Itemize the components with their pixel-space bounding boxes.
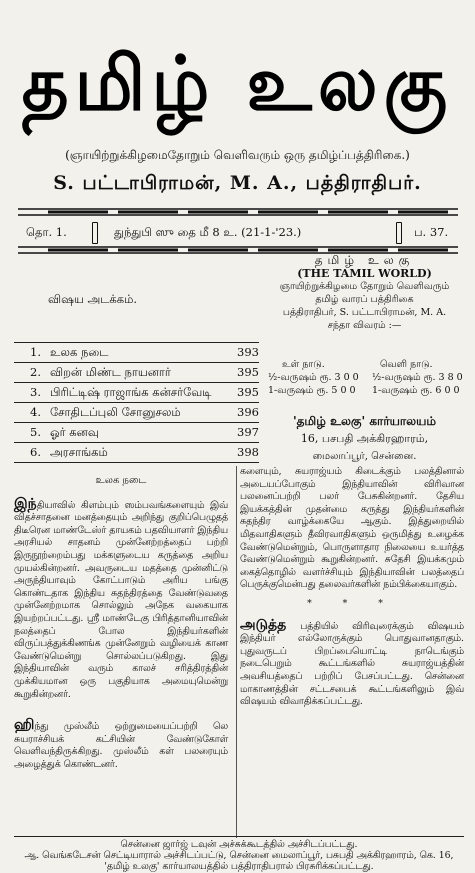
imprint-line: ஆ. வெங்கடேசன் செட்டியாரால் அச்சிடப்பட்டு, சென்னை மைலாப்பூர், பசுபதி அக்கிரஹாரம், கெ. 16, bbox=[24, 850, 454, 861]
section-separator: * * * bbox=[307, 597, 397, 609]
issue-line bbox=[22, 222, 462, 244]
table-of-contents bbox=[14, 342, 259, 463]
column-divider bbox=[236, 466, 237, 838]
rate-foreign-half: ½-வருஷம் ரூ. 3 8 0 bbox=[372, 372, 463, 383]
imprint-footer bbox=[14, 836, 464, 871]
volume-number: தொ. 1. bbox=[26, 225, 67, 239]
info-line: பத்திராதிபர், S. பட்டாபிராமன், M. A. bbox=[282, 307, 447, 318]
toc-row[interactable]: 4. சோதிடப்புலி சோனுசலம் 396 bbox=[14, 402, 259, 422]
article-paragraph: இந்தியாவில் கிளம்பும் ஸம்பவங்களையும் இவ் விதச்சாதனை மனத்தையும் அறிந்து குறிப்பெழுதத் திடீரென மாண்டேஸ்ர் தாயகம் பதவியாளர் இந்திய அரசியல் சாதனம் முன்னேற்றத்தைப் பற்றி இருநூற்றைம்பது மக்களுடைய கருத்தை அறிய முயல்கின்றனர். அவருடைய மதத்தை முன்னிட்டு அருந்தியாவும் கோட்பாடும் அரிய பங்கு கொண்டதாக இந்திய சுதந்திரத்தை வேண்டுவதை முன்னேற்றமாக சொல்லும் அநேக வகையாக இயற்றப்பட்டது. ஸ்ரீ மாண்டேகு பிரித்தானியாவின் நலத்தைப் போல இந்தியர்களின் விருப்பத்துக்கிணங்க முன்னேறும் வழியைக் காண வேண்டுமென்று சொல்லப்படுகிறது. இது இந்தியாவின் வரும் காலச் சரித்திரத்தின் முக்கியமான ஒரு பகுதியாக அமையுமென்று கூறுகின்றனர். bbox=[14, 495, 228, 700]
office-city: மைலாப்பூர், சென்னை. bbox=[312, 451, 417, 462]
toc-row[interactable]: 5. ஓர் கனவு 397 bbox=[14, 422, 259, 442]
office-address bbox=[262, 412, 467, 466]
article-left-column bbox=[14, 475, 228, 771]
publication-info bbox=[262, 254, 467, 332]
toc-row[interactable]: 3. பிரிட்டிஷ் ராஜாங்க கன்சர்வேடி 395 bbox=[14, 382, 259, 402]
info-line: ஞாயிற்றுக்கிழமை தோறும் வெளிவரும் bbox=[279, 281, 450, 292]
imprint-line: சென்னை ஜார்ஜ் டவுன் அச்சுக்கூடத்தில் அச்சிடப்பட்டது. bbox=[120, 839, 358, 850]
info-title: தமிழ் உலகு bbox=[314, 253, 415, 267]
page-number: ப. 37. bbox=[414, 225, 449, 239]
issue-divider bbox=[92, 222, 98, 244]
issue-date: துந்துபி ஸு தை மீ 8 உ. (21-1-'23.) bbox=[114, 225, 302, 239]
rates-heading: சந்தா விவரம் :— bbox=[327, 320, 402, 331]
toc-row[interactable]: 2. விறன் மிண்ட நாயனார் 395 bbox=[14, 362, 259, 382]
article-heading: உலக நடை bbox=[95, 475, 147, 486]
toc-row[interactable]: 6. அரசாங்கம் 398 bbox=[14, 442, 259, 463]
editor-line: S. பட்டாபிராமன், M. A., பத்திராதிபர். bbox=[53, 172, 422, 194]
ornamental-rule-top bbox=[18, 208, 458, 216]
article-paragraph: அடுத்த பத்தியில் விரிவுரைக்கும் விஷயம் இந்தியர் எல்லோருக்கும் பொதுவானதாகும். புதுவருடப் பிறப்பையொட்டி நாடெங்கும் நடைபெறும் கூட்டங்களில் சுயராஜ்யத்தின் அவசியத்தைப் பற்றிப் பேசப்பட்டது. சென்னை மாகாணத்தின் சட்டசபைக் கூட்டங்களிலும் இவ் விஷயம் விவாதிக்கப்பட்டது. bbox=[240, 616, 464, 708]
info-english-title: (THE TAMIL WORLD) bbox=[297, 267, 432, 280]
subtitle: (ஞாயிற்றுக்கிழமைதோறும் வெளிவரும் ஒரு தமிழ்ப்பத்திரிகை.) bbox=[65, 148, 410, 162]
office-name: 'தமிழ் உலகு' கார்யாலயம் bbox=[292, 414, 437, 428]
local-label: உள் நாடு. bbox=[282, 359, 325, 370]
contents-heading: விஷய அடக்கம். bbox=[48, 292, 138, 306]
article-paragraph: ஹிந்து முஸ்லீம் ஒற்றுமையைப்பற்றி லெ சுயராச்சியக் கட்சியின் வேண்டுகோள் வெளிவந்திருக்கிறது. முஸ்லீம் கள் பலரையும் அழைத்துக் கொண்டனர். bbox=[14, 717, 228, 770]
article-right-column bbox=[240, 466, 464, 709]
imprint-line: 'தமிழ் உலகு' கார்யாலயத்தில் பத்திராதிபரால் பிரசுரிக்கப்பட்டது. bbox=[104, 861, 374, 872]
office-street: 16, பசபதி அக்கிரஹாரம், bbox=[300, 432, 429, 445]
rate-local-year: 1-வருஷம் ரூ. 5 0 0 bbox=[268, 385, 356, 396]
toc-row[interactable]: 1. உலக நடை 393 bbox=[14, 342, 259, 362]
rate-foreign-year: 1-வருஷம் ரூ. 6 0 0 bbox=[372, 385, 460, 396]
article-paragraph: களையும், சுயராஜ்யம் கிடைக்கும் பலத்தினால் அடையப்போகும் இந்தியாவின் விரிவான பலனைப்பற்றி பலர் பேசுகின்றனர். தேசிய இயக்கத்தின் முதன்மை கருத்து இந்தியர்களின் சுதந்திர வாழ்க்கையே ஆகும். இத்துறையில் மிதவாதிகளும் தீவிரவாதிகளும் ஒருமித்து உழைக்க வேண்டுமென்றும், பொருளாதார நிலையை உயர்த்த வேண்டுமென்றும் கூறுகின்றனர். சுதேசி இயக்கமும் கைத்தொழில் வளர்ச்சியும் இந்தியாவின் பலத்தைப் பெருக்குமென்பது தலைவர்களின் நம்பிக்கையாகும். bbox=[240, 466, 464, 591]
info-line: தமிழ் வாரப் பத்திரிகை bbox=[315, 294, 414, 305]
foreign-label: வெளி நாடு. bbox=[380, 359, 433, 370]
issue-divider bbox=[396, 222, 402, 244]
rate-local-half: ½-வருஷம் ரூ. 3 0 0 bbox=[268, 372, 359, 383]
masthead-title: தமிழ் உலகு bbox=[21, 38, 454, 128]
